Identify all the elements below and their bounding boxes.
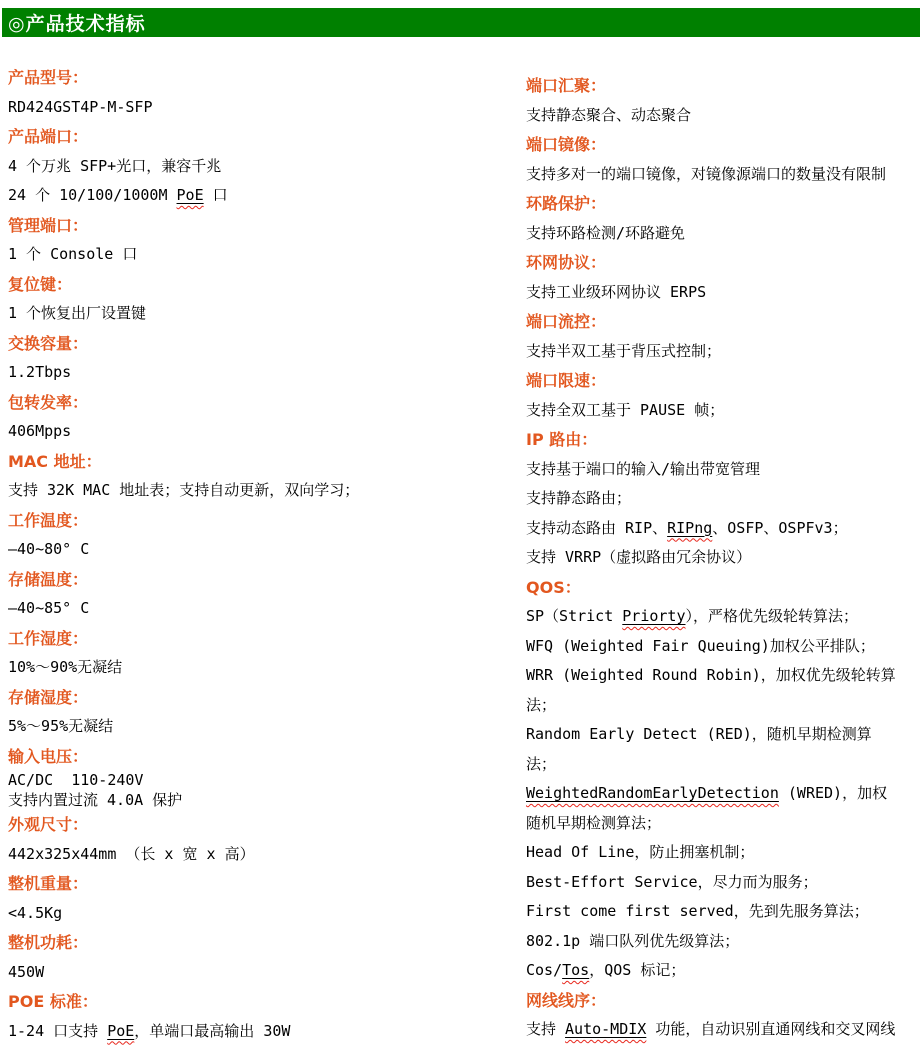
spec-line: 1 个恢复出厂设置键	[8, 299, 526, 329]
misspelled-term	[565, 1020, 646, 1038]
section-title-banner	[2, 8, 920, 37]
spec-line: 支持动态路由 RIP、RIPng、OSFP、OSPFv3；	[526, 514, 898, 544]
spec-line: 4 个万兆 SFP+光口，兼容千兆	[8, 152, 526, 182]
spec-heading: 管理端口：	[8, 211, 526, 241]
spec-columns	[0, 63, 922, 1046]
spec-line: 442x325x44mm （长 x 宽 x 高）	[8, 840, 526, 870]
spec-line: First come first served，先到先服务算法；	[526, 897, 898, 927]
spec-line: <4.5Kg	[8, 899, 526, 929]
underlined-term: RIPng	[667, 519, 712, 537]
spec-heading: 存储温度：	[8, 565, 526, 595]
spec-line: 支持静态聚合、动态聚合	[526, 101, 898, 131]
misspelled-term	[622, 607, 685, 625]
spec-line: Best-Effort Service，尽力而为服务；	[526, 868, 898, 898]
spec-heading: 产品型号：	[8, 63, 526, 93]
spec-line: RD424GST4P-M-SFP	[8, 93, 526, 123]
underlined-term: PoE	[107, 1022, 134, 1040]
spec-heading: 整机功耗：	[8, 928, 526, 958]
spec-heading: QOS：	[526, 573, 898, 603]
underlined-term: Tos	[562, 961, 589, 979]
spec-heading: 网线线序：	[526, 986, 898, 1016]
spec-line: —40~80° C	[8, 535, 526, 565]
spec-line: 24 个 10/100/1000M PoE 口	[8, 181, 526, 211]
spec-heading: 端口镜像：	[526, 130, 898, 160]
underlined-term: Auto-MDIX	[565, 1020, 646, 1038]
underlined-term: PoE	[177, 186, 204, 204]
misspelled-term	[667, 519, 712, 537]
spec-line: 10%～90%无凝结	[8, 653, 526, 683]
spec-heading: 包转发率：	[8, 388, 526, 418]
misspelled-term	[526, 784, 779, 802]
spec-heading: 产品端口：	[8, 122, 526, 152]
spec-heading: POE 标准：	[8, 987, 526, 1017]
spec-line: 支持基于端口的输入/输出带宽管理	[526, 455, 898, 485]
spec-line: AC/DC 110-240V	[8, 771, 526, 791]
spec-line: 支持 Auto-MDIX 功能，自动识别直通网线和交叉网线	[526, 1015, 898, 1045]
spec-heading: 交换容量：	[8, 329, 526, 359]
spec-line: Head Of Line，防止拥塞机制；	[526, 838, 898, 868]
spec-heading: 端口汇聚：	[526, 71, 898, 101]
spec-column-right	[526, 63, 922, 1046]
spec-line: 802.1p 端口队列优先级算法；	[526, 927, 898, 957]
spec-heading: 工作湿度：	[8, 624, 526, 654]
spec-line: —40~85° C	[8, 594, 526, 624]
spec-heading: 存储湿度：	[8, 683, 526, 713]
spec-line: WRR (Weighted Round Robin)，加权优先级轮转算法；	[526, 661, 898, 720]
spec-heading: MAC 地址：	[8, 447, 526, 477]
spec-line: Random Early Detect (RED)，随机早期检测算法；	[526, 720, 898, 779]
spec-heading: IP 路由：	[526, 425, 898, 455]
spec-line: 支持 32K MAC 地址表；支持自动更新，双向学习；	[8, 476, 526, 506]
spec-heading: 工作温度：	[8, 506, 526, 536]
underlined-term: WeightedRandomEarlyDetection	[526, 784, 779, 802]
spec-line: SP（Strict Priorty），严格优先级轮转算法；	[526, 602, 898, 632]
spec-line: 支持半双工基于背压式控制；	[526, 337, 898, 367]
spec-heading: 端口流控：	[526, 307, 898, 337]
spec-line: 支持全双工基于 PAUSE 帧；	[526, 396, 898, 426]
spec-heading: 复位键：	[8, 270, 526, 300]
misspelled-term	[562, 961, 589, 979]
spec-line: 支持静态路由；	[526, 484, 898, 514]
spec-line: 1.2Tbps	[8, 358, 526, 388]
spec-line: Cos/Tos，QOS 标记；	[526, 956, 898, 986]
spec-heading: 环路保护：	[526, 189, 898, 219]
spec-line: 支持多对一的端口镜像，对镜像源端口的数量没有限制	[526, 160, 898, 190]
spec-line: 支持工业级环网协议 ERPS	[526, 278, 898, 308]
spec-line: 1-24 口支持 PoE，单端口最高输出 30W	[8, 1017, 526, 1046]
spec-line: WeightedRandomEarlyDetection (WRED)，加权随机早期检测算法；	[526, 779, 898, 838]
misspelled-term	[107, 1022, 134, 1040]
spec-line: 支持环路检测/环路避免	[526, 219, 898, 249]
spec-line: 支持内置过流 4.0A 保护	[8, 791, 526, 811]
spec-line: WFQ (Weighted Fair Queuing)加权公平排队；	[526, 632, 898, 662]
spec-heading: 端口限速：	[526, 366, 898, 396]
spec-heading: 外观尺寸：	[8, 810, 526, 840]
spec-line: 5%～95%无凝结	[8, 712, 526, 742]
spec-line: 1 个 Console 口	[8, 240, 526, 270]
spec-heading: 输入电压：	[8, 742, 526, 772]
spec-column-left	[8, 63, 526, 1046]
spec-heading: 环网协议：	[526, 248, 898, 278]
misspelled-term	[177, 186, 204, 204]
spec-line: 支持 VRRP（虚拟路由冗余协议）	[526, 543, 898, 573]
underlined-term: Priorty	[622, 607, 685, 625]
spec-heading: 整机重量：	[8, 869, 526, 899]
page-title: ◎产品技术指标	[8, 9, 146, 36]
spec-line: 450W	[8, 958, 526, 988]
spec-line: 406Mpps	[8, 417, 526, 447]
